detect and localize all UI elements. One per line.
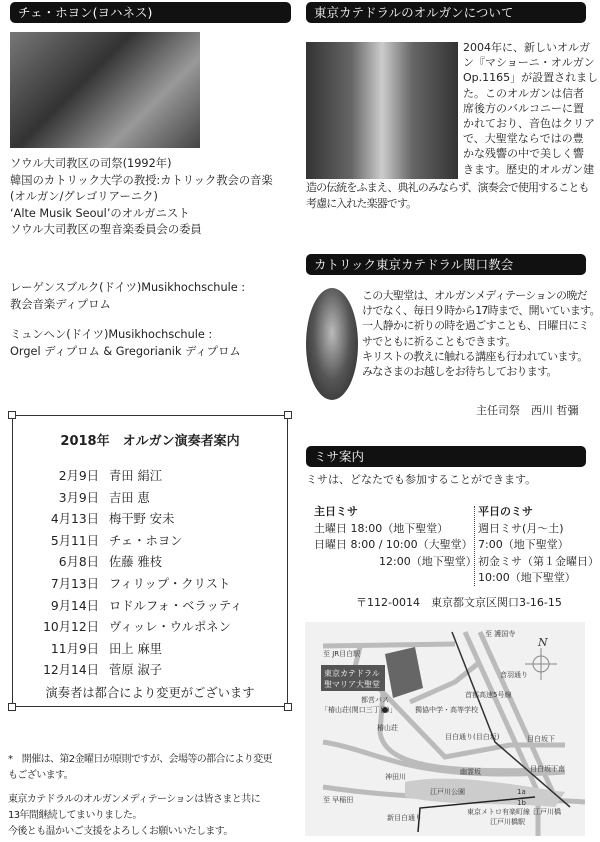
map-label: 1a xyxy=(517,788,526,796)
text-line: きます。歴史的オルガン建 xyxy=(463,162,595,176)
performer-name: 佐藤 雅枝 xyxy=(109,555,163,570)
cathedral-marker xyxy=(385,647,423,698)
map-label: 幽霊坂 xyxy=(460,768,481,776)
sunday-mass-title: 主日ミサ xyxy=(314,505,358,518)
schedule-row xyxy=(13,639,287,659)
mass-intro: ミサは、どなたでも参加することができます。 xyxy=(306,473,537,486)
schedule-date: 5月11日 xyxy=(50,533,99,548)
map-label: 1b xyxy=(517,799,526,807)
bio-line: ソウル大司教区の司祭(1992年) xyxy=(10,157,172,170)
study-line: 教会音楽ディプロム xyxy=(10,297,111,311)
text-line: けでなく、毎日９時から17時まで、開いています。 xyxy=(362,304,600,318)
schedule-row xyxy=(13,466,287,486)
text-line: 2004年に、新しいオルガ xyxy=(463,41,590,54)
weekday-mass-title: 平日のミサ xyxy=(478,505,533,518)
mass-line: 日曜日 8:00 / 10:00（大聖堂） xyxy=(314,538,473,551)
mass-line: 土曜日 18:00（地下聖堂） xyxy=(314,521,449,535)
text-line: ン『マショーニ・オルガン xyxy=(463,56,595,70)
north-icon: N xyxy=(538,636,548,649)
section-header-organ: 東京カテドラルのオルガンについて xyxy=(306,2,586,23)
closing-line: 13年間継続してまいりました。 xyxy=(8,810,142,821)
schedule-row xyxy=(13,660,287,680)
text-line: 一人静かに祈りの時を過ごすことも、日曜日にミ xyxy=(362,319,589,333)
priest-signature: 主任司祭 西川 哲彌 xyxy=(476,404,579,417)
map-label: 東京メトロ有楽町線 xyxy=(467,808,530,816)
text-line: Op.1165」が設置されまし xyxy=(463,71,599,85)
map-label: 獨協中学・高等学校 xyxy=(415,706,478,714)
footnote-line: * 開催は、第2金曜日が原則ですが、会場等の都合により変更 xyxy=(8,754,272,765)
map-label: 「椿山荘(関口三丁目)」 xyxy=(321,706,397,714)
mass-line: 12:00（地下聖堂） xyxy=(379,554,477,568)
schedule-date: 4月13日 xyxy=(50,512,99,527)
text-line: かな残響の中で美しく響 xyxy=(463,147,584,161)
organ-text-below xyxy=(306,180,589,211)
schedule-date: 9月14日 xyxy=(50,598,99,613)
map-label: 目白坂下南 xyxy=(530,765,565,773)
schedule-row xyxy=(13,617,287,637)
performer-name: 梅干野 安未 xyxy=(109,512,175,527)
map-label: 東京カテドラル xyxy=(324,669,380,678)
section-header-mass: ミサ案内 xyxy=(306,446,586,467)
church-text xyxy=(362,288,600,379)
performer-name: ロドルフォ・ベラッティ xyxy=(109,598,243,613)
map-label: 神田川 xyxy=(385,773,406,781)
text-line: で、大聖堂ならではの豊 xyxy=(463,132,584,146)
bio-line: ソウル大司教区の聖音楽委員会の委員 xyxy=(10,223,202,236)
performer-name: チェ・ホヨン xyxy=(109,533,183,548)
map-label: 至 早稲田 xyxy=(323,796,354,804)
text-line: みなさまのお越しをお待ちしております。 xyxy=(362,365,557,379)
schedule-box xyxy=(12,415,288,707)
text-line: キリストの教えに触れる講座も行われています。 xyxy=(362,349,588,363)
schedule-row xyxy=(13,596,287,616)
closing-message xyxy=(8,792,260,840)
bio-line: 韓国のカトリック大学の教授:カトリック教会の音楽 xyxy=(10,173,273,187)
mass-line: 10:00（地下聖堂） xyxy=(478,571,576,584)
schedule-title: 2018年 オルガン演奏者案内 xyxy=(60,434,240,449)
map-label: 都営バス xyxy=(361,696,389,704)
performer-study-2 xyxy=(10,327,241,360)
schedule-date: 2月9日 xyxy=(58,469,99,483)
schedule-date: 10月12日 xyxy=(43,620,99,635)
map-label: 江戸川公園 xyxy=(430,788,465,796)
text-line: かれており、音色はクリア xyxy=(463,117,595,131)
schedule-row xyxy=(13,574,287,594)
bio-line: ‘Alte Musik Seoul’のオルガニスト xyxy=(10,206,190,220)
study-line: Orgel ディプロム & Gregorianik ディプロム xyxy=(10,344,241,358)
study-line: レーゲンスブルク(ドイツ)Musikhochschule : xyxy=(10,281,246,294)
map-label: 新目白通り xyxy=(387,814,422,822)
sunday-mass xyxy=(314,504,477,570)
section-header-church: カトリック東京カテドラル関口教会 xyxy=(306,254,586,275)
text-line: この大聖堂は、オルガンメディテーションの晩だ xyxy=(362,289,587,302)
performer-name: ヴィッレ・ウルポネン xyxy=(109,620,231,635)
performer-photo xyxy=(10,32,200,148)
organ-line: 造の伝統をふまえ、典礼のみならず、演奏会で使用することも xyxy=(306,181,589,194)
address: 〒112-0014 東京都文京区関口3-16-15 xyxy=(356,596,562,609)
performer-name: 菅原 淑子 xyxy=(109,663,163,678)
bio-line: (オルガン/グレゴリアーニク) xyxy=(10,190,158,203)
schedule-row xyxy=(13,488,287,508)
access-map xyxy=(305,622,585,836)
performer-name: 吉田 恵 xyxy=(109,490,150,505)
performer-study-1 xyxy=(10,280,245,313)
schedule-date: 11月9日 xyxy=(50,641,99,656)
performer-bio xyxy=(10,156,273,239)
schedule-note: 演奏者は都合により変更がございます xyxy=(45,686,255,700)
map-label: 江戸川橋 xyxy=(533,808,561,816)
mass-line: 7:00（地下聖堂） xyxy=(478,538,569,551)
mass-line: 週日ミサ(月～土) xyxy=(478,521,564,535)
map-label: 目白通り(目白坂) xyxy=(445,733,500,741)
text-line: 席後方のバルコニーに置 xyxy=(463,101,584,115)
performer-name: フィリップ・クリスト xyxy=(109,577,231,591)
schedule-date: 6月8日 xyxy=(58,555,99,570)
schedule-row xyxy=(13,552,287,572)
divider xyxy=(474,506,475,586)
map-label: 至 護国寺 xyxy=(485,630,516,638)
weekday-mass xyxy=(478,504,599,587)
schedule-row xyxy=(13,509,287,529)
mass-line: 初金ミサ（第１金曜日） xyxy=(478,554,599,568)
section-header-performer: チェ・ホヨン(ヨハネス) xyxy=(10,2,291,23)
footnote-line: もございます。 xyxy=(8,769,73,781)
text-line: た。このオルガンは信者 xyxy=(463,86,584,100)
closing-line: 東京カテドラルのオルガンメディテーションは皆さまと共に xyxy=(8,794,260,805)
schedule-date: 7月13日 xyxy=(50,577,99,591)
priest-portrait xyxy=(306,288,358,400)
schedule-date: 3月9日 xyxy=(58,490,99,505)
map-label: 目白坂下 xyxy=(527,735,555,743)
map-label: 至 JR目白駅 xyxy=(323,650,361,658)
schedule-date: 12月14日 xyxy=(43,663,99,678)
map-label: 椿山荘 xyxy=(377,724,398,732)
closing-line: 今後とも温かいご支援をよろしくお願いいたします。 xyxy=(8,826,233,837)
performer-name: 田上 麻里 xyxy=(109,641,163,656)
study-line: ミュンヘン(ドイツ)Musikhochschule : xyxy=(10,328,213,341)
organ-line: 考慮に入れた楽器です。 xyxy=(306,196,417,210)
map-label: 首都高速5号線 xyxy=(465,691,512,699)
performer-name: 青田 絹江 xyxy=(109,469,163,483)
map-label: 聖マリア大聖堂 xyxy=(324,680,380,689)
organ-photo xyxy=(306,42,458,179)
organ-text xyxy=(463,40,598,177)
map-label: 江戸川橋駅 xyxy=(490,818,525,826)
schedule-row xyxy=(13,531,287,551)
map-label: 音羽通り xyxy=(500,671,528,679)
text-line: サでともに祈ることもできます。 xyxy=(362,334,516,348)
footnote xyxy=(8,752,272,783)
